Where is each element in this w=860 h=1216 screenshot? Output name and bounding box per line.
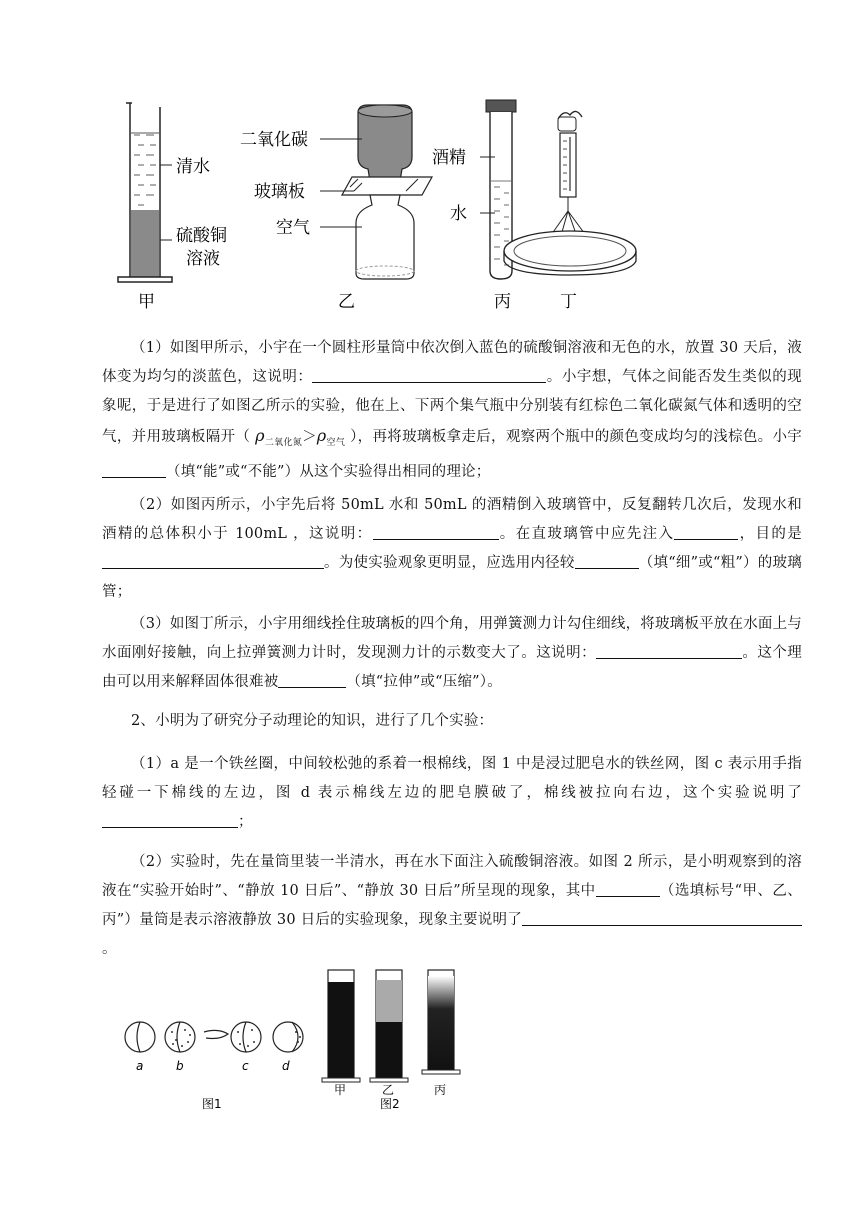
greater-than-symbol: ＞	[302, 429, 317, 445]
q1-p1-text-a: （1）如图甲所示，小宇在一个圆柱形量筒中依次倒入蓝色的硫酸铜溶液和无色的水，放置 30 天后，液体变为均匀的淡蓝色，这说明：	[102, 340, 802, 385]
rho-symbol: ρ	[316, 426, 327, 445]
q1-p1-text-b: 。小宇想，气体之间能否发生类似的现象呢，于是进行了如图乙所示的实验，他在上、下两个集气瓶中分别装有红棕色二氧化碳氮气体和透明的空气，并用玻璃板隔开（	[102, 369, 802, 445]
q1-p2-text-b: 。在直玻璃管中应先注入	[498, 526, 675, 542]
caption-yi: 乙	[338, 292, 355, 312]
rho-symbol: ρ	[255, 426, 265, 445]
label-glass-plate: 玻璃板	[254, 182, 305, 202]
circle-label-c: c	[242, 1059, 249, 1073]
cylinder-label-bing: 丙	[434, 1083, 447, 1097]
rho-sub-air: 空气	[326, 437, 346, 448]
q1-paragraph-2	[102, 491, 802, 607]
bottles-yi	[240, 105, 432, 312]
answer-blank[interactable]	[596, 881, 660, 897]
q1-p2-text-a: （2）如图丙所示，小宇先后将 50mL 水和 50mL 的酒精倒入玻璃管中，反复翻转几次后，发现水和酒精的总体积小于 100mL ，这说明：	[102, 497, 802, 542]
label-water: 水	[450, 204, 467, 224]
q1-p1-text-c: ），再将玻璃板拿走后，观察两个瓶中的颜色变成均匀的浅棕色。小宇	[350, 429, 803, 445]
cylinder-bing-2	[422, 970, 460, 1074]
q1-p1-text-d: （填“能”或“不能”）从这个实验得出相同的理论；	[166, 463, 491, 480]
q2-p1-text-b: ；	[238, 814, 253, 830]
fig2-caption: 图2	[380, 1097, 400, 1111]
circle-label-d: d	[282, 1059, 290, 1073]
q2-p2-text-a: （2）实验时，先在量筒里装一半清水，再在水下面注入硫酸铜溶液。如图 2 所示，是小明观察到的溶液在“实验开始时”、“静放 10 日后”、“静放 30 日后”所呈现的现象，其中	[102, 854, 802, 899]
caption-jia: 甲	[138, 292, 155, 312]
cylinder-yi-2	[370, 970, 408, 1082]
q1-paragraph-3	[102, 610, 802, 697]
q2-paragraph-2	[102, 848, 802, 964]
rho-sub-no2: 二氧化氮	[264, 437, 303, 448]
q1-p3-text-a: （3）如图丁所示，小宇用细线拴住玻璃板的四个角，用弹簧测力计勾住细线，将玻璃板平放在水面上与水面刚好接触，向上拉弹簧测力计时，发现测力计的示数变大了。这说明：	[102, 616, 802, 661]
q2-p2-text-b: （选填标号“甲、乙、丙”）量筒是表示溶液静放 30 日后的实验现象，现象主要说明了	[102, 883, 803, 928]
label-copper-sulfate-2: 溶液	[186, 249, 220, 269]
answer-blank[interactable]	[373, 524, 499, 540]
experiment-figure-bottom	[110, 962, 470, 1112]
answer-blank[interactable]	[596, 643, 742, 659]
answer-blank[interactable]	[674, 524, 738, 540]
answer-blank[interactable]	[522, 910, 802, 926]
q2-intro	[102, 707, 802, 736]
q2-intro-text: 2、小明为了研究分子动理论的知识，进行了几个实验：	[131, 713, 494, 729]
cylinder-jia-2	[322, 970, 360, 1082]
label-alcohol: 酒精	[432, 148, 466, 168]
q1-paragraph-1	[102, 334, 802, 487]
answer-blank[interactable]	[278, 672, 346, 688]
answer-blank[interactable]	[102, 812, 238, 828]
q1-p2-text-e: （填“细”或“粗”）的玻璃管；	[102, 555, 802, 600]
caption-ding: 丁	[560, 292, 577, 312]
caption-bing: 丙	[494, 292, 511, 312]
answer-blank[interactable]	[575, 553, 639, 569]
answer-blank[interactable]	[102, 462, 166, 478]
label-air: 空气	[276, 218, 310, 238]
cylinder-jia	[118, 103, 227, 312]
fig1-caption: 图1	[202, 1097, 222, 1111]
spring-balance-ding	[504, 111, 636, 312]
circle-label-a: a	[136, 1059, 144, 1073]
label-co2: 二氧化碳	[240, 130, 308, 150]
q1-p2-text-c: ，目的是	[738, 526, 802, 542]
label-copper-sulfate-1: 硫酸铜	[176, 226, 227, 246]
soap-film-circles	[125, 1022, 303, 1052]
q2-p2-text-c: 。	[102, 941, 117, 957]
experiment-figure-top	[110, 95, 670, 325]
answer-blank[interactable]	[102, 553, 324, 569]
tube-bing	[432, 100, 516, 312]
circle-label-b: b	[176, 1059, 184, 1073]
q1-p2-text-d: 。为使实验观象更明显，应选用内径较	[324, 555, 575, 571]
label-clear-water: 清水	[176, 157, 210, 177]
answer-blank[interactable]	[312, 367, 546, 383]
cylinder-label-jia: 甲	[334, 1083, 347, 1097]
cylinder-label-yi: 乙	[382, 1083, 395, 1097]
q2-p1-text-a: （1）a 是一个铁丝圈，中间较松弛的系着一根棉线，图 1 中是浸过肥皂水的铁丝网，图 c 表示用手指轻碰一下棉线的左边，图 d 表示棉线左边的肥皂膜破了，棉线被拉向右边，这个实验说明了	[102, 756, 802, 801]
q1-p3-text-b: 。这个理由可以用来解释固体很难被	[102, 645, 802, 690]
q1-p3-text-c: （填“拉伸”或“压缩”）。	[346, 674, 502, 690]
q2-paragraph-1	[102, 750, 802, 837]
